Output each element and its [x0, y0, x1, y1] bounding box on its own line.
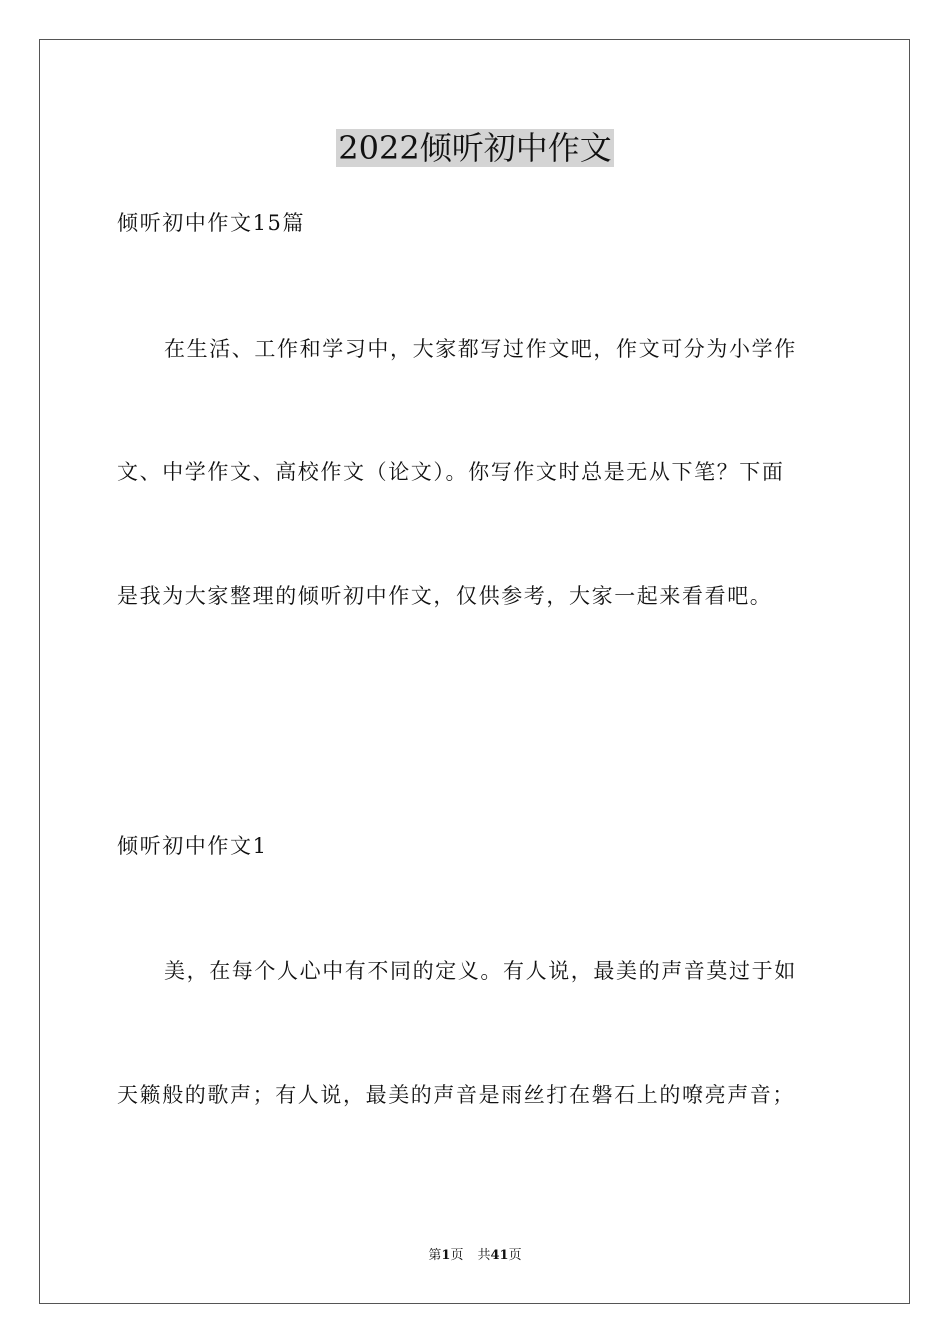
intro-line-3: 是我为大家整理的倾听初中作文，仅供参考，大家一起来看看吧。 — [117, 584, 773, 608]
footer-page-number: 1 — [441, 1248, 451, 1263]
document-subtitle: 倾听初中作文15篇 — [117, 211, 306, 235]
body-line-1: 美，在每个人心中有不同的定义。有人说，最美的声音莫过于如 — [164, 959, 797, 983]
document-title-text: 2022倾听初中作文 — [338, 129, 612, 167]
footer-total-prefix: 共 — [477, 1248, 491, 1263]
body-line-2: 天籁般的歌声；有人说，最美的声音是雨丝打在磐石上的嘹亮声音； — [117, 1083, 795, 1107]
footer-total-pages: 41 — [490, 1248, 509, 1263]
footer-page-prefix: 第 — [428, 1248, 442, 1263]
intro-line-1: 在生活、工作和学习中，大家都写过作文吧，作文可分为小学作 — [164, 337, 797, 361]
document-title — [0, 124, 950, 172]
page-footer — [0, 1246, 950, 1266]
intro-line-2: 文、中学作文、高校作文（论文）。你写作文时总是无从下笔？下面 — [117, 460, 785, 484]
section-heading: 倾听初中作文1 — [117, 834, 268, 858]
footer-page-suffix: 页 — [450, 1248, 464, 1263]
footer-total-suffix: 页 — [508, 1248, 522, 1263]
